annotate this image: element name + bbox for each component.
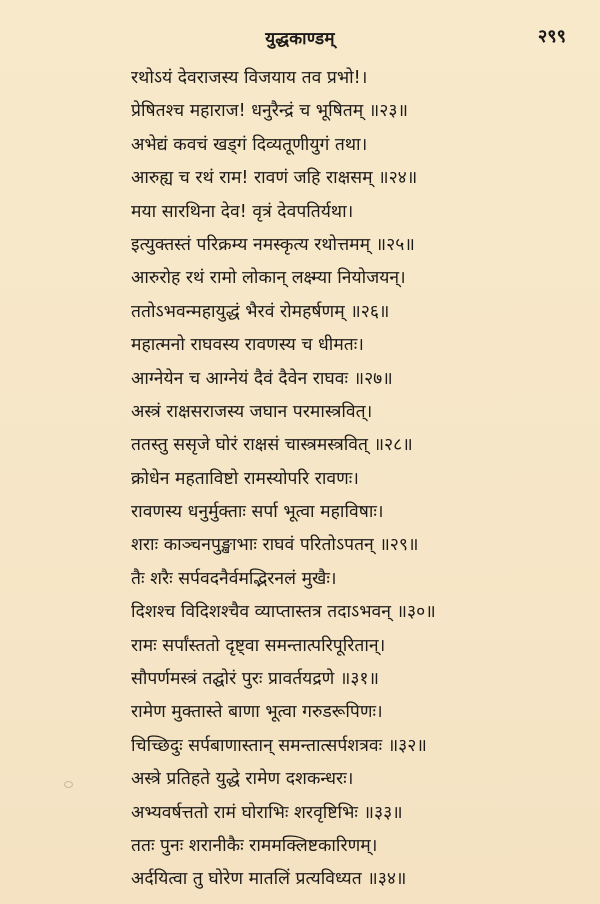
- verse-line: अस्त्रं राक्षसराजस्य जघान परमास्त्रवित्।: [131, 401, 373, 422]
- verse-line: महात्मनो राघवस्य रावणस्य च धीमतः।: [131, 335, 364, 356]
- verse-line: अभेद्यं कवचं खड्गं दिव्यतूणीयुगं तथा।: [131, 134, 368, 155]
- verse-line: शराः काञ्चनपुङ्खाभाः राघवं परितोऽपतन् ॥२९॥: [131, 535, 419, 556]
- verse-line: रथोऽयं देवराजस्य विजयाय तव प्रभो!।: [131, 68, 368, 88]
- verse-line: अस्त्रे प्रतिहते युद्धे रामेण दशकन्धरः।: [131, 769, 354, 790]
- verse-line: आरुह्य च रथं राम! रावणं जहि राक्षसम् ॥२४॥: [131, 168, 418, 189]
- verse-line: रामेण मुक्तास्ते बाणा भूत्वा गरुडरूपिणः।: [131, 702, 383, 723]
- verse-line: मया सारथिना देव! वृत्रं देवपतिर्यथा।: [131, 201, 354, 222]
- verse-line: आग्नेयेन च आग्नेयं दैवं दैवेन राघवः ॥२७॥: [131, 368, 393, 389]
- verse-line: तैः शरैः सर्पवदनैर्वमद्भिरनलं मुखैः।: [131, 568, 337, 589]
- verse-line: रामः सर्पांस्ततो दृष्ट्वा समन्तात्परिपूरितान्।: [131, 635, 386, 656]
- verse-line: चिच्छिदुः सर्पबाणास्तान् समन्तात्सर्पशत्रवः ॥३२॥: [131, 735, 427, 756]
- page-smudge-mark: [64, 781, 73, 788]
- verse-line: सौपर्णमस्त्रं तद्घोरं पुरः प्रावर्तयद्रणे ॥३१॥: [131, 669, 380, 690]
- running-title: युद्धकाण्डम्: [265, 29, 335, 49]
- verse-line: प्रेषितश्च महाराज! धनुरैन्द्रं च भूषितम् ॥२३॥: [131, 101, 408, 122]
- verse-line: रावणस्य धनुर्मुक्ताः सर्पा भूत्वा महाविषाः।: [131, 502, 384, 523]
- verse-block: [131, 62, 581, 897]
- verse-line: आरुरोह रथं रामो लोकान् लक्ष्म्या नियोजयन्।: [131, 268, 406, 289]
- verse-line: इत्युक्तस्तं परिक्रम्य नमस्कृत्य रथोत्तमम् ॥२५॥: [131, 234, 415, 255]
- verse-line: अर्दयित्वा तु घोरेण मातलिं प्रत्यविध्यत ॥३४॥: [131, 869, 407, 890]
- verse-line: ततोऽभवन्महायुद्धं भैरवं रोमहर्षणम् ॥२६॥: [131, 301, 390, 322]
- verse-line: ततस्तु ससृजे घोरं राक्षसं चास्त्रमस्त्रवित् ॥२८॥: [131, 435, 413, 456]
- verse-line: अभ्यवर्षत्ततो रामं घोराभिः शरवृष्टिभिः ॥३३॥: [131, 802, 403, 823]
- verse-line: क्रोधेन महताविष्टो रामस्योपरि रावणः।: [131, 468, 359, 489]
- verse-line: दिशश्च विदिशश्चैव व्याप्तास्तत्र तदाऽभवन् ॥३०॥: [131, 602, 436, 623]
- page-number: २९९: [537, 26, 566, 47]
- verse-line: ततः पुनः शरानीकैः राममक्लिष्टकारिणम्।: [131, 835, 378, 856]
